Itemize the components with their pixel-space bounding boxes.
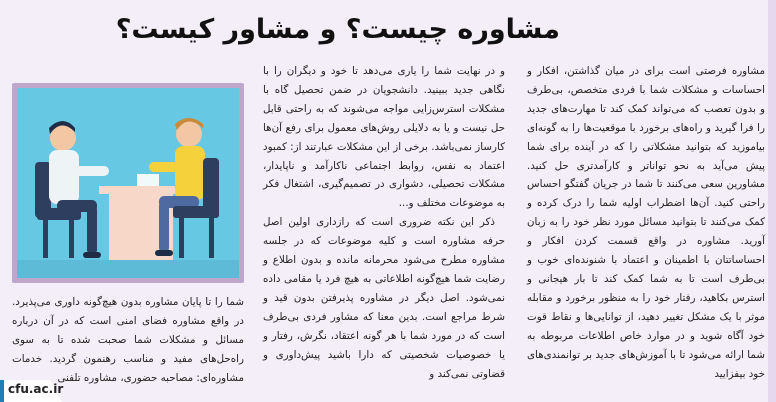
logo-text: cfu.ac.ir (8, 382, 64, 396)
illustration-background (17, 88, 239, 278)
person-right-body (175, 146, 205, 200)
article-title: مشاوره چیست؟ و مشاور کیست؟ (115, 14, 560, 45)
paragraph: مشاوره فرصتی است برای در میان گذاشتن، افکار و احساسات و مشکلات شما با فردی متخصص، بی‌طرف و بدون تعصب که می‌تواند کمک کند تا مهارت‌های جدید را فرا گیرید و راه‌های برخورد با موقعیت‌ها را به گونه‌ای بیاموزید که بتوانید مشکلاتی را که در آینده برای شما پیش می‌آید به نحو توانا‌تر و کارآمدتری حل کنید. مشاورین سعی می‌کنند تا شما در جریان گفتگو احساس راحتی کنید. آن‌ها اضطراب اولیه شما را درک کرده و کمک می‌کنند تا بتوانید مسائل مورد نظر خود را به زبان آورید. مشاوره در واقع قسمت کردن افکار و احساساتتان با اطمینان و اعتماد با شنونده‌ای خوب و بی‌طرف است تا به شما کمک کند تا بار هیجانی و استرس بکاهید، رفتار خود را به منظور برخورد و مقابله موثر با یک مشکل تغییر دهید، از توانایی‌ها و نقاط قوت خود آگاه شوید و در موارد خاص اطلاعات مربوطه به شما ارائه می‌شود تا با آموزش‌های جدید بر توانمندی‌های خود بیفزایید (527, 65, 765, 380)
article-column-right (527, 62, 765, 383)
counseling-illustration (12, 83, 244, 283)
person-left-body (49, 150, 79, 204)
article-column-left (12, 293, 244, 388)
paragraph: شما را تا پایان مشاوره بدون هیچ‌گونه داوری می‌پذیرد. در واقع مشاوره فضای امنی است که در آن درباره مسائل و مشکلات شما صحبت شده تا به سوی راه‌حل‌های مفید و مناسب رهنمون گردید. خدمات مشاوره‌ای: مصاحبه حضوری، مشاوره تلفنی (12, 296, 244, 384)
paragraph: ذکر این نکته ضروری است که رازداری اولین اصل حرفه مشاوره است و کلیه موضوعات که در جلسه مشاوره مطرح می‌شود محرمانه مانده و بدون اطلاع و رضایت شما هیچ‌گونه اطلاعاتی به هیچ فرد یا مقامی داده نمی‌شود. اصل دیگر در مشاوره پذیرفتن بدون قید و شرط مراجع است. بدین معنا که مشاور فردی بی‌طرف است که در مورد شما با هر گونه اعتقاد، نگرش، رفتار و یا خصوصیات شخصیتی که دارا باشید پیش‌داوری و قضاوتی نمی‌کند و (263, 216, 505, 380)
site-logo (0, 376, 62, 402)
table (99, 186, 181, 194)
paragraph: و در نهایت شما را یاری می‌دهد تا خود و دیگران را با نگاهی جدید ببینید. دانشجویان در ضمن تحصیل گاه با مشکلات استرس‌زایی مواجه می‌شوند که به راحتی قابل حل نیست و یا به دلایلی روش‌های معمول برای رفع آن‌ها کارساز نمی‌باشد. برخی از این مشکلات عبارتند از: کمبود اعتماد به نفس، روابط اجتماعی ناکارآمد و ناپایدار، مشکلات تحصیلی، دشواری در تصمیم‌گیری، اشتغال فکر به موضوعات مختلف و... (263, 65, 505, 210)
article-column-middle (263, 62, 505, 383)
counseling-session-illustration-icon (17, 88, 239, 278)
decorative-edge-bar (768, 0, 776, 402)
